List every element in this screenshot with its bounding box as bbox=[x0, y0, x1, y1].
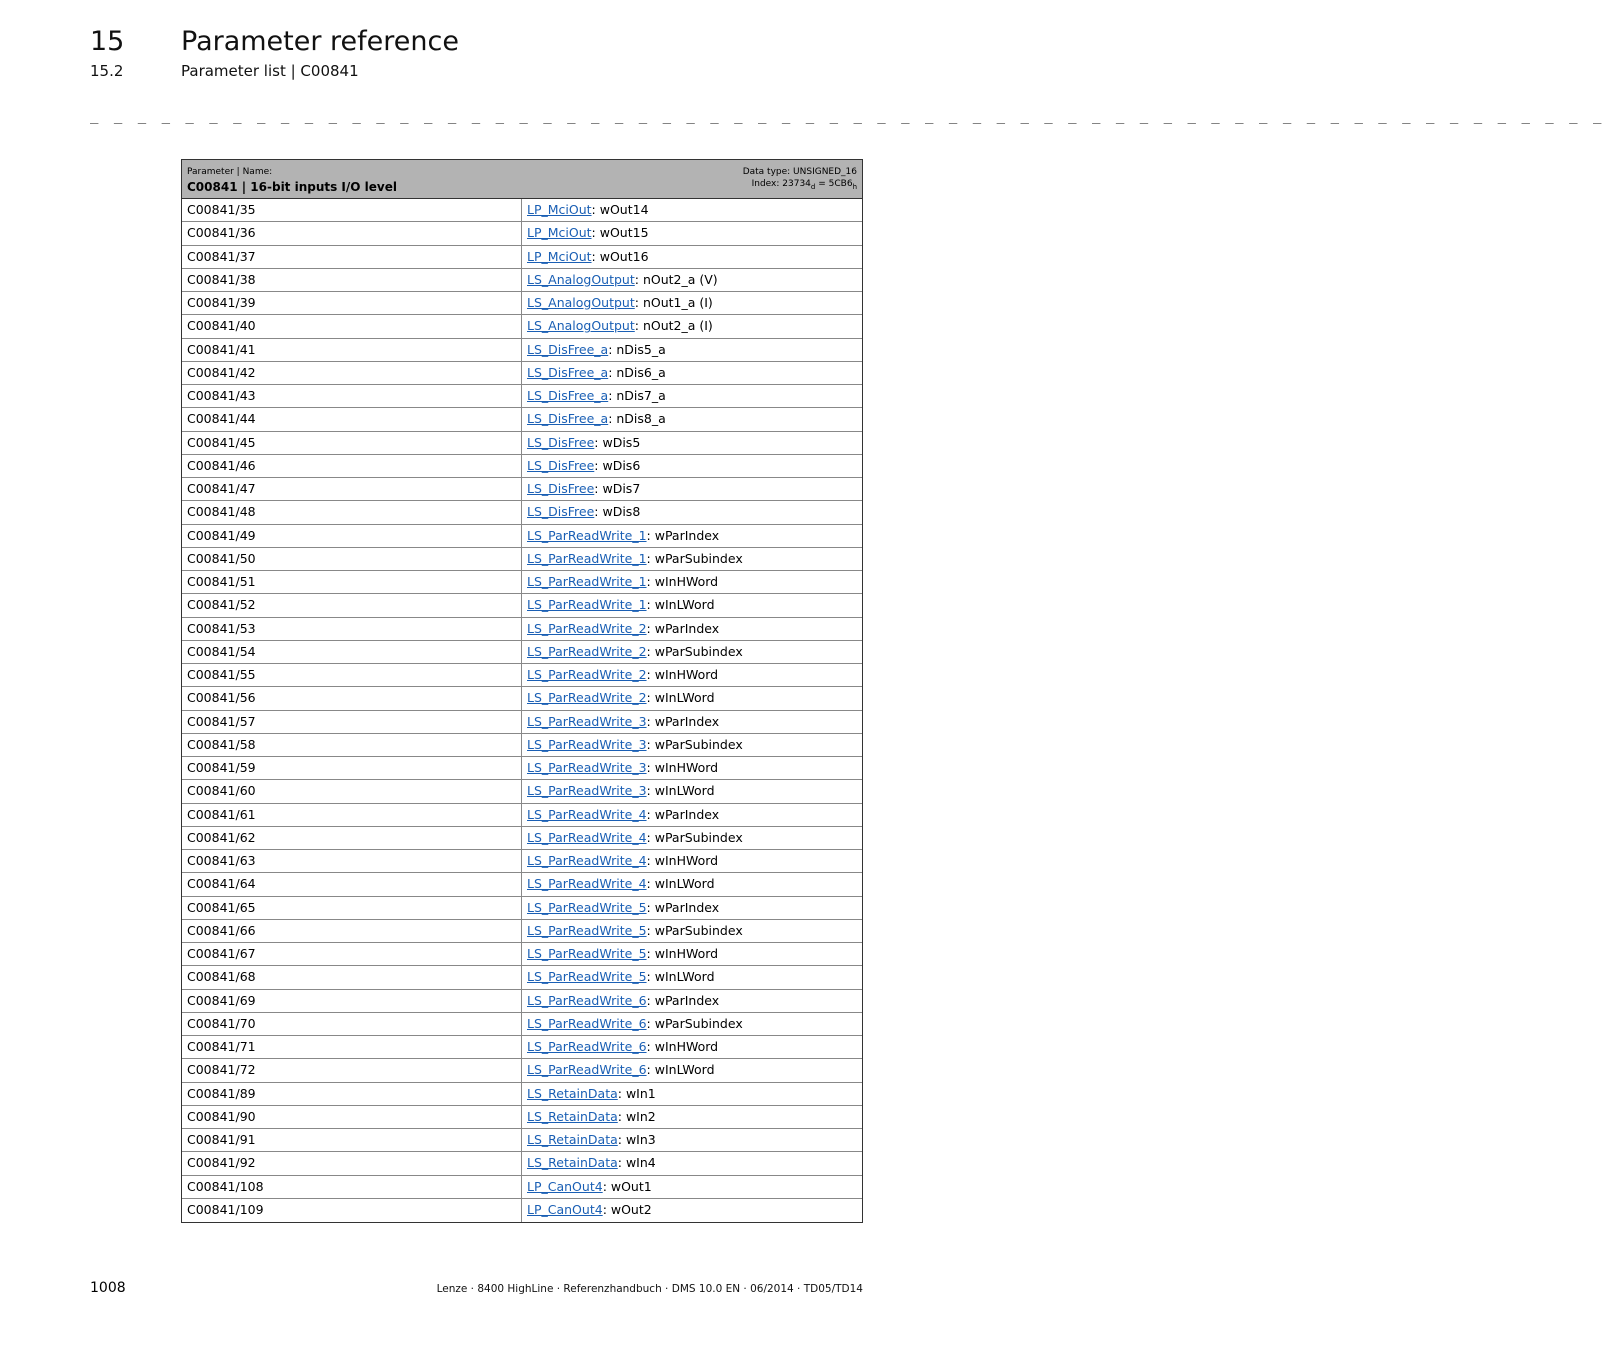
parameter-signal bbox=[522, 711, 862, 733]
parameter-code: C00841/39 bbox=[182, 292, 522, 314]
parameter-code: C00841/91 bbox=[182, 1129, 522, 1151]
function-block-link[interactable]: LS_ParReadWrite_4 bbox=[527, 876, 647, 892]
header-label: Parameter | Name: bbox=[187, 167, 273, 177]
signal-name: : wOut16 bbox=[591, 248, 649, 264]
signal-name: : wIn2 bbox=[617, 1108, 656, 1124]
function-block-link[interactable]: LS_ParReadWrite_2 bbox=[527, 667, 647, 682]
table-header bbox=[182, 160, 862, 199]
footer-doc-info: Lenze · 8400 HighLine · Referenzhandbuch · DMS 10.0 EN · 06/2014 · TD05/TD14 bbox=[436, 1283, 863, 1295]
parameter-signal bbox=[522, 408, 862, 430]
table-row bbox=[182, 269, 862, 292]
function-block-link[interactable]: LP_MciOut bbox=[527, 225, 592, 241]
function-block-link[interactable]: LS_ParReadWrite_6 bbox=[527, 1015, 647, 1031]
parameter-signal bbox=[522, 687, 862, 709]
parameter-signal bbox=[522, 920, 862, 942]
parameter-code: C00841/56 bbox=[182, 687, 522, 709]
function-block-link[interactable]: LS_ParReadWrite_5 bbox=[527, 922, 647, 938]
parameter-signal bbox=[522, 618, 862, 640]
function-block-link[interactable]: LS_ParReadWrite_5 bbox=[527, 946, 647, 961]
parameter-table bbox=[181, 159, 863, 1223]
index-decimal-suffix: d bbox=[810, 182, 816, 191]
signal-name: : wDis7 bbox=[594, 481, 641, 496]
function-block-link[interactable]: LP_MciOut bbox=[527, 202, 592, 217]
page-number: 1008 bbox=[90, 1280, 126, 1296]
signal-name: : wDis5 bbox=[594, 434, 641, 450]
table-row bbox=[182, 292, 862, 315]
table-row bbox=[182, 1106, 862, 1129]
parameter-signal bbox=[522, 757, 862, 779]
table-row bbox=[182, 408, 862, 431]
parameter-signal bbox=[522, 1036, 862, 1058]
parameter-signal bbox=[522, 734, 862, 756]
table-row bbox=[182, 827, 862, 850]
table-row bbox=[182, 1083, 862, 1106]
signal-name: : wParSubindex bbox=[646, 922, 743, 938]
signal-name: : wParSubindex bbox=[646, 643, 743, 659]
section-number: 15.2 bbox=[90, 62, 124, 80]
function-block-link[interactable]: LS_DisFree bbox=[527, 481, 595, 496]
signal-name: : wParIndex bbox=[646, 899, 720, 915]
chapter-number: 15 bbox=[90, 26, 125, 57]
parameter-code: C00841/51 bbox=[182, 571, 522, 593]
index-decimal: Index: 23734 bbox=[751, 179, 811, 189]
parameter-signal bbox=[522, 897, 862, 919]
signal-name: : wInLWord bbox=[646, 690, 715, 706]
parameter-code: C00841/41 bbox=[182, 339, 522, 361]
parameter-signal bbox=[522, 571, 862, 593]
parameter-signal bbox=[522, 1083, 862, 1105]
parameter-code: C00841/45 bbox=[182, 432, 522, 454]
table-row bbox=[182, 618, 862, 641]
table-row bbox=[182, 1036, 862, 1059]
function-block-link[interactable]: LS_ParReadWrite_3 bbox=[527, 736, 647, 752]
function-block-link[interactable]: LS_ParReadWrite_6 bbox=[527, 992, 647, 1008]
function-block-link[interactable]: LS_RetainData bbox=[527, 1085, 618, 1101]
parameter-signal bbox=[522, 315, 862, 337]
parameter-signal bbox=[522, 199, 862, 221]
table-row bbox=[182, 757, 862, 780]
parameter-code: C00841/55 bbox=[182, 664, 522, 686]
table-row bbox=[182, 432, 862, 455]
signal-name: : wOut1 bbox=[602, 1178, 652, 1194]
parameter-signal bbox=[522, 548, 862, 570]
signal-name: : nOut2_a (I) bbox=[634, 318, 713, 334]
table-row bbox=[182, 1129, 862, 1152]
function-block-link[interactable]: LS_ParReadWrite_5 bbox=[527, 969, 647, 985]
function-block-link[interactable]: LS_ParReadWrite_4 bbox=[527, 853, 647, 868]
function-block-link[interactable]: LS_ParReadWrite_1 bbox=[527, 527, 647, 543]
parameter-signal bbox=[522, 943, 862, 965]
parameter-code: C00841/43 bbox=[182, 385, 522, 407]
signal-name: : nDis6_a bbox=[608, 364, 666, 380]
function-block-link[interactable]: LS_RetainData bbox=[527, 1108, 618, 1124]
table-row bbox=[182, 548, 862, 571]
parameter-signal bbox=[522, 246, 862, 268]
table-row bbox=[182, 687, 862, 710]
signal-name: : wInLWord bbox=[646, 783, 715, 799]
function-block-link[interactable]: LS_DisFree_a bbox=[527, 364, 609, 380]
section-title: Parameter list | C00841 bbox=[181, 62, 359, 80]
parameter-signal bbox=[522, 827, 862, 849]
function-block-link[interactable]: LP_CanOut4 bbox=[527, 1178, 603, 1194]
parameter-signal bbox=[522, 455, 862, 477]
parameter-code: C00841/60 bbox=[182, 780, 522, 802]
index-hex: = 5CB6 bbox=[815, 179, 853, 189]
parameter-signal bbox=[522, 269, 862, 291]
index-info bbox=[752, 179, 857, 191]
parameter-signal bbox=[522, 873, 862, 895]
parameter-code: C00841/54 bbox=[182, 641, 522, 663]
table-row bbox=[182, 943, 862, 966]
parameter-code: C00841/58 bbox=[182, 734, 522, 756]
parameter-signal bbox=[522, 1199, 862, 1222]
signal-name: : nOut2_a (V) bbox=[634, 271, 718, 287]
parameter-code: C00841/67 bbox=[182, 943, 522, 965]
parameter-code: C00841/53 bbox=[182, 618, 522, 640]
parameter-code: C00841/61 bbox=[182, 804, 522, 826]
table-row bbox=[182, 1176, 862, 1199]
signal-name: : wInHWord bbox=[646, 760, 719, 775]
parameter-signal bbox=[522, 594, 862, 616]
function-block-link[interactable]: LS_ParReadWrite_1 bbox=[527, 550, 647, 566]
signal-name: : wInHWord bbox=[646, 574, 719, 589]
function-block-link[interactable]: LS_RetainData bbox=[527, 1132, 618, 1147]
function-block-link[interactable]: LS_ParReadWrite_6 bbox=[527, 1039, 647, 1054]
function-block-link[interactable]: LS_ParReadWrite_1 bbox=[527, 574, 647, 589]
table-row bbox=[182, 385, 862, 408]
table-row bbox=[182, 850, 862, 873]
table-row bbox=[182, 664, 862, 687]
parameter-signal bbox=[522, 1176, 862, 1198]
signal-name: : wInLWord bbox=[646, 876, 715, 892]
signal-name: : wIn1 bbox=[617, 1085, 656, 1101]
table-row bbox=[182, 571, 862, 594]
function-block-link[interactable]: LS_DisFree bbox=[527, 457, 595, 473]
signal-name: : wParSubindex bbox=[646, 1015, 743, 1031]
parameter-signal bbox=[522, 990, 862, 1012]
signal-name: : wInLWord bbox=[646, 1062, 715, 1078]
table-row bbox=[182, 873, 862, 896]
table-row bbox=[182, 920, 862, 943]
parameter-signal bbox=[522, 850, 862, 872]
table-row bbox=[182, 455, 862, 478]
table-row bbox=[182, 1059, 862, 1082]
signal-name: : nDis8_a bbox=[608, 411, 666, 427]
table-row bbox=[182, 594, 862, 617]
signal-name: : wInHWord bbox=[646, 946, 719, 961]
signal-name: : wParSubindex bbox=[646, 736, 743, 752]
parameter-signal bbox=[522, 641, 862, 663]
signal-name: : nOut1_a (I) bbox=[634, 295, 713, 310]
function-block-link[interactable]: LS_DisFree_a bbox=[527, 341, 609, 357]
chapter-title: Parameter reference bbox=[181, 26, 459, 57]
table-row bbox=[182, 315, 862, 338]
table-row bbox=[182, 501, 862, 524]
function-block-link[interactable]: LS_DisFree_a bbox=[527, 411, 609, 427]
function-block-link[interactable]: LS_AnalogOutput bbox=[527, 318, 635, 334]
signal-name: : nDis7_a bbox=[608, 388, 666, 403]
parameter-signal bbox=[522, 501, 862, 523]
function-block-link[interactable]: LP_MciOut bbox=[527, 248, 592, 264]
function-block-link[interactable]: LS_ParReadWrite_2 bbox=[527, 620, 647, 636]
function-block-link[interactable]: LS_ParReadWrite_4 bbox=[527, 806, 647, 822]
function-block-link[interactable]: LP_CanOut4 bbox=[527, 1201, 603, 1217]
parameter-code: C00841/71 bbox=[182, 1036, 522, 1058]
parameter-signal bbox=[522, 1106, 862, 1128]
table-row bbox=[182, 734, 862, 757]
function-block-link[interactable]: LS_AnalogOutput bbox=[527, 295, 635, 310]
table-row bbox=[182, 1013, 862, 1036]
table-row bbox=[182, 478, 862, 501]
function-block-link[interactable]: LS_ParReadWrite_3 bbox=[527, 713, 647, 729]
signal-name: : wDis6 bbox=[594, 457, 641, 473]
signal-name: : wParIndex bbox=[646, 992, 720, 1008]
function-block-link[interactable]: LS_ParReadWrite_6 bbox=[527, 1062, 647, 1078]
table-row bbox=[182, 222, 862, 245]
parameter-code: C00841/46 bbox=[182, 455, 522, 477]
parameter-code: C00841/64 bbox=[182, 873, 522, 895]
parameter-code: C00841/62 bbox=[182, 827, 522, 849]
signal-name: : wIn3 bbox=[617, 1132, 656, 1147]
parameter-signal bbox=[522, 525, 862, 547]
function-block-link[interactable]: LS_ParReadWrite_4 bbox=[527, 829, 647, 845]
index-hex-suffix: h bbox=[852, 182, 857, 191]
signal-name: : wParIndex bbox=[646, 527, 720, 543]
table-row bbox=[182, 780, 862, 803]
signal-name: : wParIndex bbox=[646, 620, 720, 636]
parameter-signal bbox=[522, 1152, 862, 1174]
signal-name: : wInHWord bbox=[646, 1039, 719, 1054]
parameter-code: C00841/35 bbox=[182, 199, 522, 221]
parameter-code: C00841/68 bbox=[182, 966, 522, 988]
function-block-link[interactable]: LS_ParReadWrite_1 bbox=[527, 597, 647, 613]
parameter-code: C00841/49 bbox=[182, 525, 522, 547]
table-row bbox=[182, 525, 862, 548]
table-row bbox=[182, 199, 862, 222]
parameter-signal bbox=[522, 804, 862, 826]
header-separator: _ _ _ _ _ _ _ _ _ _ _ _ _ _ _ _ _ _ _ _ _ _ _ _ _ _ _ _ _ _ _ _ _ _ _ _ _ _ _ _ _ _ _ _ _ _ _ _ _ _ _ _ _ _ _ _ _ _ _ _ _ _ _ _ bbox=[90, 108, 1605, 124]
parameter-code: C00841/89 bbox=[182, 1083, 522, 1105]
data-type: Data type: UNSIGNED_16 bbox=[742, 167, 857, 177]
parameter-code: C00841/36 bbox=[182, 222, 522, 244]
parameter-code: C00841/59 bbox=[182, 757, 522, 779]
table-row bbox=[182, 897, 862, 920]
function-block-link[interactable]: LS_ParReadWrite_5 bbox=[527, 899, 647, 915]
signal-name: : wParIndex bbox=[646, 806, 720, 822]
parameter-code: C00841/66 bbox=[182, 920, 522, 942]
parameter-signal bbox=[522, 664, 862, 686]
signal-name: : wParSubindex bbox=[646, 829, 743, 845]
parameter-signal bbox=[522, 966, 862, 988]
signal-name: : wInHWord bbox=[646, 853, 719, 868]
function-block-link[interactable]: LS_ParReadWrite_3 bbox=[527, 760, 647, 775]
parameter-code: C00841/57 bbox=[182, 711, 522, 733]
parameter-code: C00841/48 bbox=[182, 501, 522, 523]
parameter-name: C00841 | 16-bit inputs I/O level bbox=[187, 180, 397, 194]
table-row bbox=[182, 1152, 862, 1175]
parameter-code: C00841/44 bbox=[182, 408, 522, 430]
signal-name: : wDis8 bbox=[594, 504, 641, 520]
parameter-signal bbox=[522, 780, 862, 802]
parameter-signal bbox=[522, 1013, 862, 1035]
parameter-signal bbox=[522, 385, 862, 407]
parameter-signal bbox=[522, 1059, 862, 1081]
signal-name: : wInHWord bbox=[646, 667, 719, 682]
table-row bbox=[182, 966, 862, 989]
signal-name: : wOut2 bbox=[602, 1201, 652, 1217]
table-body bbox=[182, 199, 862, 1222]
parameter-code: C00841/108 bbox=[182, 1176, 522, 1198]
function-block-link[interactable]: LS_ParReadWrite_2 bbox=[527, 690, 647, 706]
signal-name: : wInLWord bbox=[646, 597, 715, 613]
function-block-link[interactable]: LS_ParReadWrite_3 bbox=[527, 783, 647, 799]
signal-name: : wInLWord bbox=[646, 969, 715, 985]
table-row bbox=[182, 362, 862, 385]
parameter-signal bbox=[522, 222, 862, 244]
parameter-signal bbox=[522, 362, 862, 384]
table-row bbox=[182, 246, 862, 269]
table-row bbox=[182, 990, 862, 1013]
parameter-code: C00841/40 bbox=[182, 315, 522, 337]
function-block-link[interactable]: LS_DisFree bbox=[527, 434, 595, 450]
parameter-code: C00841/69 bbox=[182, 990, 522, 1012]
parameter-code: C00841/42 bbox=[182, 362, 522, 384]
function-block-link[interactable]: LS_RetainData bbox=[527, 1155, 618, 1171]
signal-name: : wOut14 bbox=[591, 202, 649, 217]
parameter-code: C00841/50 bbox=[182, 548, 522, 570]
table-row bbox=[182, 641, 862, 664]
parameter-signal bbox=[522, 1129, 862, 1151]
function-block-link[interactable]: LS_DisFree_a bbox=[527, 388, 609, 403]
parameter-code: C00841/38 bbox=[182, 269, 522, 291]
parameter-signal bbox=[522, 478, 862, 500]
parameter-signal bbox=[522, 292, 862, 314]
table-row bbox=[182, 339, 862, 362]
table-row bbox=[182, 711, 862, 734]
function-block-link[interactable]: LS_DisFree bbox=[527, 504, 595, 520]
parameter-code: C00841/72 bbox=[182, 1059, 522, 1081]
signal-name: : wIn4 bbox=[617, 1155, 656, 1171]
parameter-code: C00841/109 bbox=[182, 1199, 522, 1222]
parameter-code: C00841/37 bbox=[182, 246, 522, 268]
table-row bbox=[182, 804, 862, 827]
table-row bbox=[182, 1199, 862, 1222]
parameter-code: C00841/47 bbox=[182, 478, 522, 500]
parameter-code: C00841/90 bbox=[182, 1106, 522, 1128]
parameter-code: C00841/92 bbox=[182, 1152, 522, 1174]
function-block-link[interactable]: LS_ParReadWrite_2 bbox=[527, 643, 647, 659]
function-block-link[interactable]: LS_AnalogOutput bbox=[527, 271, 635, 287]
parameter-code: C00841/70 bbox=[182, 1013, 522, 1035]
signal-name: : wParSubindex bbox=[646, 550, 743, 566]
parameter-signal bbox=[522, 432, 862, 454]
parameter-signal bbox=[522, 339, 862, 361]
parameter-code: C00841/63 bbox=[182, 850, 522, 872]
signal-name: : wParIndex bbox=[646, 713, 720, 729]
parameter-code: C00841/65 bbox=[182, 897, 522, 919]
signal-name: : wOut15 bbox=[591, 225, 649, 241]
parameter-code: C00841/52 bbox=[182, 594, 522, 616]
signal-name: : nDis5_a bbox=[608, 341, 666, 357]
